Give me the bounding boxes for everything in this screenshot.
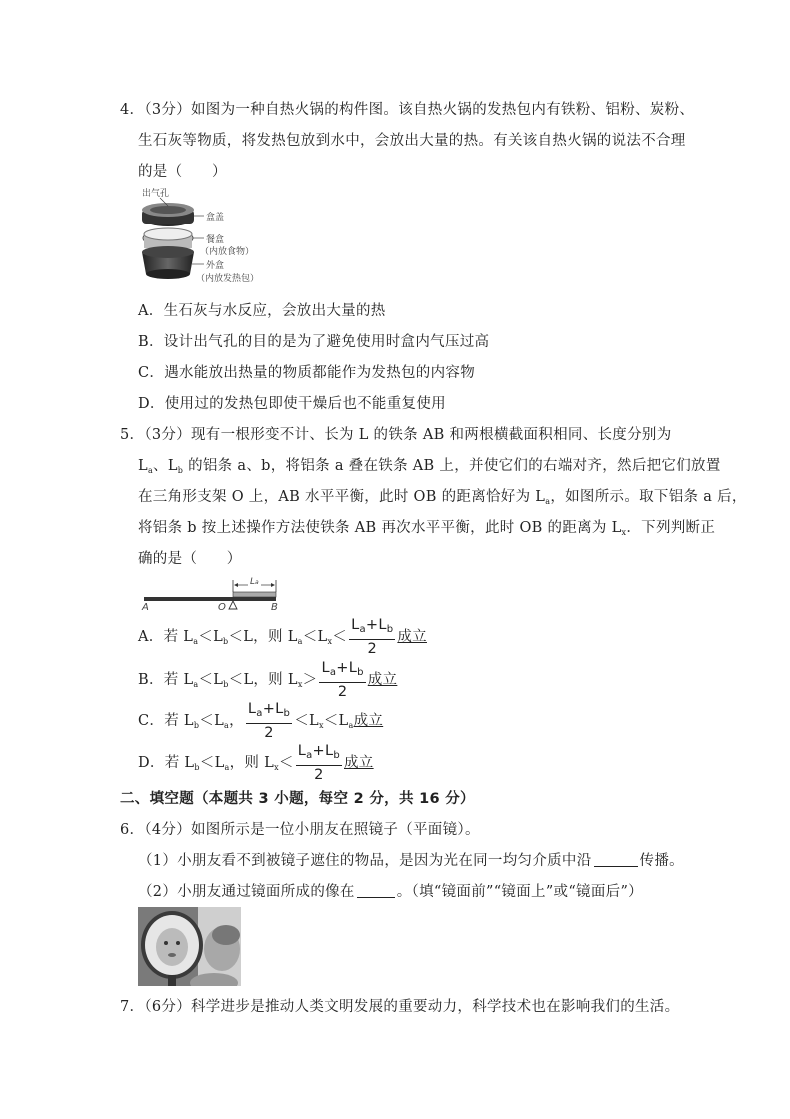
vent-label: 出气孔 xyxy=(142,189,170,199)
hotpot-figure xyxy=(138,188,278,294)
meal-box-note: （内放食物） xyxy=(200,247,255,257)
point-b-label: B xyxy=(271,602,278,613)
lid-label: 盒盖 xyxy=(206,213,225,223)
q4-option-a: A．生石灰与水反应，会放出大量的热 xyxy=(138,303,386,319)
q4-option-b: B．设计出气孔的目的是为了避免使用时盒内气压过高 xyxy=(138,334,490,350)
mirror-photo xyxy=(138,907,241,986)
fraction-a: $\frac{L_a+L_b}{2}$ xyxy=(351,617,394,657)
q7-stem: 7．（6分）科学进步是推动人类文明发展的重要动力，科学技术也在影响我们的生活。 xyxy=(120,999,680,1015)
q5-option-b: B．若 $L_a<L_b<L$，则 $L_x>$ $\frac{L_a+L_b}{2}$ 成立 xyxy=(138,660,398,700)
outer-box-label: 外盒 xyxy=(206,261,225,271)
la-dim-label: La xyxy=(250,577,259,587)
q5-stem-line3: 在三角形支架 O 上，AB 水平平衡，此时 OB 的距离恰好为 $L_a$，如图所示。取下铝条 a 后， xyxy=(138,489,747,506)
q4-stem-line3: 的是（ ） xyxy=(138,164,227,180)
q6-blank-1[interactable] xyxy=(594,852,638,867)
q5-option-d: D．若 $L_b<L_a$，则 $L_x<$ $\frac{L_a+L_b}{2}$ 成立 xyxy=(138,743,374,783)
point-o-label: O xyxy=(218,602,226,613)
meal-box-label: 餐盒 xyxy=(206,235,225,245)
fraction-b: $\frac{L_a+L_b}{2}$ xyxy=(321,660,364,700)
point-a-label: A xyxy=(142,602,149,613)
q6-part1: （1）小朋友看不到被镜子遮住的物品，是因为光在同一均匀介质中沿 传播。 xyxy=(138,853,684,869)
lever-diagram xyxy=(140,578,285,614)
q6-part2: （2）小朋友通过镜面所成的像在 。（填“镜面前”“镜面上”或“镜面后”） xyxy=(138,884,643,900)
q4-option-c: C．遇水能放出热量的物质都能作为发热包的内容物 xyxy=(138,365,475,381)
q5-option-a: A．若 $L_a<L_b<L$，则 $L_a<L_x<$ $\frac{L_a+L_b}{2}$ 成立 xyxy=(138,617,427,657)
q5-stem-line4: 将铝条 b 按上述操作方法使铁条 AB 再次水平平衡，此时 OB 的距离为 $L_x$．下列判断正 xyxy=(138,520,716,537)
q6-stem: 6．（4分）如图所示是一位小朋友在照镜子（平面镜）。 xyxy=(120,822,480,838)
lever-figure xyxy=(140,578,285,614)
outer-box-note: （内放发热包） xyxy=(196,274,260,284)
mirror-photo-illustration xyxy=(138,907,241,986)
q4-stem-line2: 生石灰等物质，将发热包放到水中，会放出大量的热。有关该自热火锅的说法不合理 xyxy=(138,133,686,149)
section-title: 二、填空题（本题共 3 小题，每空 2 分，共 16 分） xyxy=(120,791,475,807)
q5-option-c: C．若 $L_b<L_a$， $\frac{L_a+L_b}{2}$ $<L_x<L_a$成立 xyxy=(138,701,384,741)
q4-stem-line1: 4．（3分）如图为一种自热火锅的构件图。该自热火锅的发热包内有铁粉、铝粉、炭粉、 xyxy=(120,102,695,118)
fraction-d: $\frac{L_a+L_b}{2}$ xyxy=(297,743,340,783)
q4-option-d: D．使用过的发热包即使干燥后也不能重复使用 xyxy=(138,396,446,412)
q5-stem-line1: 5．（3分）现有一根形变不计、长为 L 的铁条 AB 和两根横截面积相同、长度分别为 xyxy=(120,427,672,443)
q5-stem-line5: 确的是（ ） xyxy=(138,551,242,567)
q5-stem-line2: $L_a$、$L_b$ 的铝条 a、b，将铝条 a 叠在铁条 AB 上，并使它们的右端对齐，然后把它们放置 xyxy=(138,458,721,475)
q6-blank-2[interactable] xyxy=(357,883,395,898)
fraction-c: $\frac{L_a+L_b}{2}$ xyxy=(247,701,291,741)
